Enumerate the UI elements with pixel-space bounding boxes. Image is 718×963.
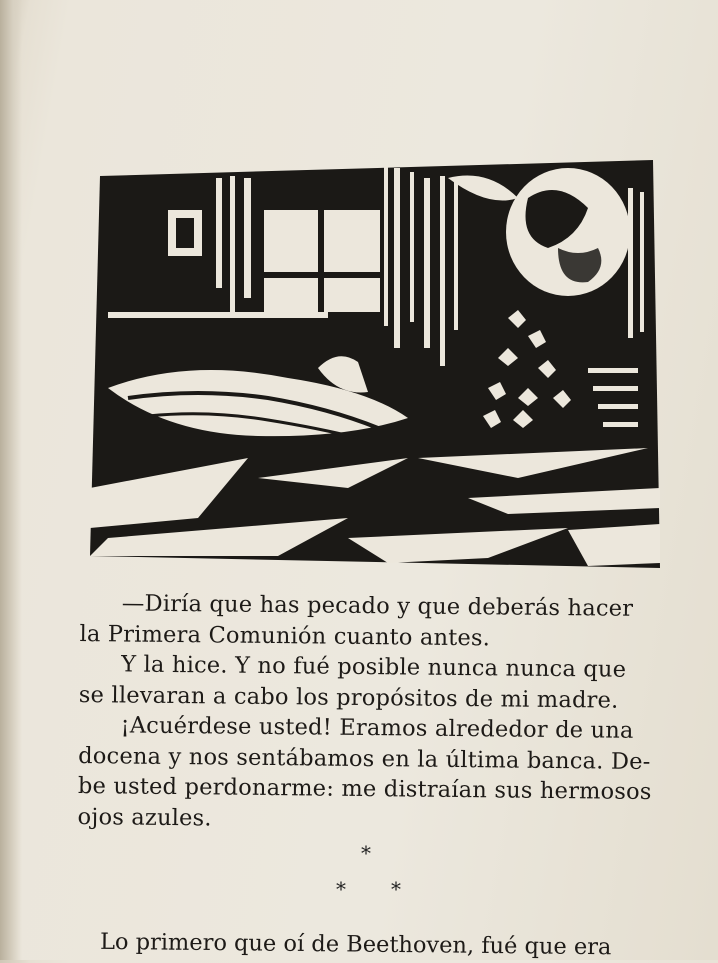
asterisk: * (361, 841, 371, 865)
text-line: ojos azules. (77, 803, 212, 831)
paragraph (79, 649, 675, 716)
paragraph (77, 710, 673, 838)
text-line: se llevaran a cabo los propósitos de mi madre. (78, 681, 619, 714)
asterisk: * (391, 877, 401, 901)
text-line: docena y nos sentábamos en la última banca. De- (78, 742, 651, 775)
window-pane (324, 210, 380, 272)
text-line: Y la hice. Y no fué posible nunca nunca que (121, 651, 627, 683)
window-pane (264, 210, 318, 272)
asterisk: * (336, 877, 346, 901)
text-line: —Diría que has pecado y que deberás hacer (121, 590, 634, 622)
window-pane (264, 278, 318, 312)
body-text (77, 588, 675, 838)
text-line: la Primera Comunión cuanto antes. (79, 620, 491, 651)
section-break (300, 843, 440, 903)
window-pane (324, 278, 380, 312)
text-line: ¡Acuérdese usted! Eramos alrededor de una (120, 712, 634, 744)
page-edge (0, 0, 22, 960)
shelf (108, 312, 328, 318)
cut-off-text-line: Lo primero que oí de Beethoven, fué que era (99, 928, 612, 961)
paragraph (79, 588, 675, 655)
text-line: be usted perdonarme: me distraían sus hermosos (77, 772, 652, 805)
woodcut-illustration (88, 158, 668, 573)
